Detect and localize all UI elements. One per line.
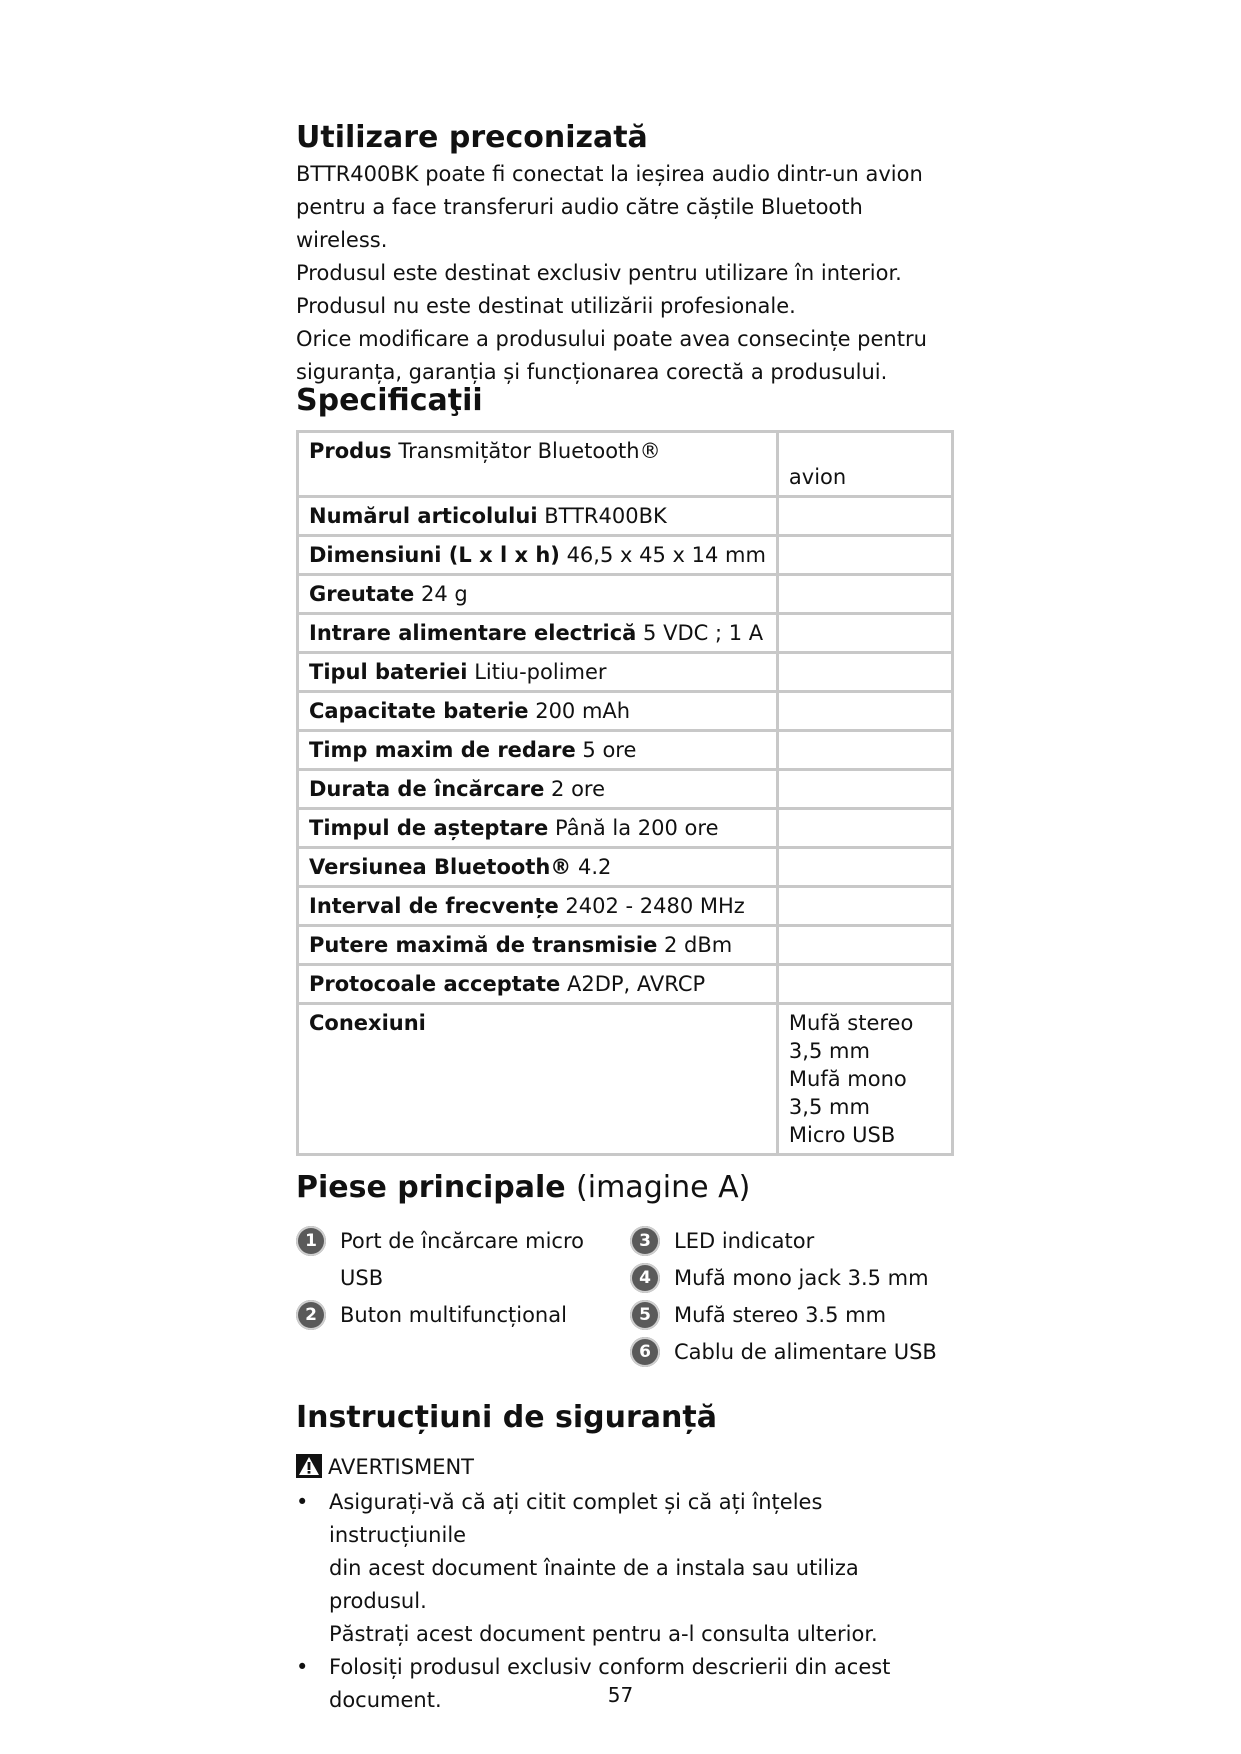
spec-value: A2DP, AVRCP — [566, 972, 706, 996]
spec-value: 2 ore — [551, 777, 606, 801]
warning-triangle-icon — [296, 1454, 322, 1478]
part-label — [340, 1223, 584, 1297]
intended-use-line: Produsul este destinat exclusiv pentru utilizare în interior. — [296, 261, 902, 285]
bullet-line: document. — [329, 1688, 442, 1712]
number-badge-icon: 1 — [296, 1226, 326, 1256]
part-label-line: USB — [340, 1266, 384, 1290]
spec-label: Greutate — [309, 582, 415, 606]
table-row — [298, 692, 953, 731]
main-parts-heading — [296, 1168, 750, 1208]
intended-use-section — [296, 118, 956, 389]
spec-label: Timp maxim de redare — [309, 738, 576, 762]
number-badge-icon: 4 — [630, 1263, 660, 1293]
part-label: Buton multifuncțional — [340, 1303, 567, 1327]
spec-value: 5 ore — [582, 738, 637, 762]
table-row — [298, 1004, 953, 1155]
spec-extra-cell — [777, 653, 952, 692]
spec-label: Produs — [309, 439, 392, 463]
number-badge-icon: 6 — [630, 1337, 660, 1367]
bullet-line: Folosiți produsul exclusiv conform descrierii din acest — [329, 1655, 891, 1679]
spec-extra-cell — [777, 809, 952, 848]
safety-heading: Instrucțiuni de siguranță — [296, 1400, 717, 1435]
table-row — [298, 432, 953, 497]
table-row — [298, 731, 953, 770]
intended-use-line: Produsul nu este destinat utilizării profesionale. — [296, 294, 796, 318]
table-row — [298, 965, 953, 1004]
spec-cell — [298, 926, 778, 965]
bullet-icon: • — [296, 1655, 309, 1679]
spec-value: 46,5 x 45 x 14 mm — [566, 543, 766, 567]
spec-value: 4.2 — [578, 855, 612, 879]
spec-label: Interval de frecvențe — [309, 894, 559, 918]
bullet-line: din acest document înainte de a instala sau utiliza produsul. — [329, 1556, 859, 1613]
spec-cell — [298, 432, 778, 497]
spec-value: Transmițător Bluetooth® — [398, 439, 661, 463]
spec-extra-cell — [777, 497, 952, 536]
intended-use-line: siguranța, garanția și funcționarea corectă a produsului. — [296, 360, 888, 384]
connections-values-cell — [777, 1004, 952, 1155]
spec-label: Protocoale acceptate — [309, 972, 561, 996]
page-number: 57 — [607, 1683, 634, 1707]
spec-value: BTTR400BK — [544, 504, 667, 528]
spec-extra-cell — [777, 614, 952, 653]
spec-extra-cell — [777, 848, 952, 887]
spec-cell — [298, 614, 778, 653]
part-label: Mufă stereo 3.5 mm — [674, 1303, 887, 1327]
part-label: LED indicator — [674, 1229, 815, 1253]
spec-label: Numărul articolului — [309, 504, 538, 528]
spec-extra-cell — [777, 692, 952, 731]
table-row — [298, 536, 953, 575]
spec-extra: avion — [788, 465, 847, 489]
table-row — [298, 614, 953, 653]
intended-use-line: pentru a face transferuri audio către căștile Bluetooth wireless. — [296, 195, 863, 252]
spec-cell — [298, 887, 778, 926]
spec-value: Litiu-polimer — [474, 660, 607, 684]
warning-line — [296, 1451, 474, 1484]
spec-value: Până la 200 ore — [554, 816, 719, 840]
specifications-table — [296, 430, 954, 1156]
intended-use-heading: Utilizare preconizată — [296, 120, 648, 155]
connection-value: Mufă stereo 3,5 mm — [788, 1011, 914, 1063]
spec-cell — [298, 497, 778, 536]
parts-list — [296, 1223, 956, 1383]
spec-label: Conexiuni — [309, 1011, 426, 1035]
part-label: Cablu de alimentare USB — [674, 1340, 937, 1364]
spec-extra-cell — [777, 770, 952, 809]
number-badge-icon: 5 — [630, 1300, 660, 1330]
spec-cell — [298, 575, 778, 614]
spec-cell — [298, 965, 778, 1004]
bullet-line: Asigurați-vă că ați citit complet și că ați înțeles instrucțiunile — [329, 1490, 823, 1547]
spec-cell — [298, 848, 778, 887]
spec-extra-cell — [777, 432, 952, 497]
spec-value: 2402 - 2480 MHz — [565, 894, 745, 918]
table-row — [298, 926, 953, 965]
number-badge-icon: 3 — [630, 1226, 660, 1256]
spec-extra-cell — [777, 536, 952, 575]
spec-cell — [298, 731, 778, 770]
spec-label: Intrare alimentare electrică — [309, 621, 637, 645]
spec-extra-cell — [777, 731, 952, 770]
table-row — [298, 887, 953, 926]
spec-cell — [298, 1004, 778, 1155]
spec-cell — [298, 653, 778, 692]
spec-label: Putere maximă de transmisie — [309, 933, 658, 957]
connection-value: Micro USB — [788, 1123, 896, 1147]
main-parts-title-suffix: (imagine A) — [576, 1170, 751, 1205]
list-item — [296, 1486, 956, 1651]
part-label: Mufă mono jack 3.5 mm — [674, 1266, 929, 1290]
table-row — [298, 575, 953, 614]
bullet-icon: • — [296, 1490, 309, 1514]
spec-label: Capacitate baterie — [309, 699, 529, 723]
table-row — [298, 653, 953, 692]
spec-extra-cell — [777, 926, 952, 965]
spec-value: 200 mAh — [535, 699, 631, 723]
spec-cell — [298, 692, 778, 731]
table-row — [298, 848, 953, 887]
spec-cell — [298, 536, 778, 575]
intended-use-line: BTTR400BK poate fi conectat la ieșirea audio dintr-un avion — [296, 162, 923, 186]
spec-cell — [298, 809, 778, 848]
spec-label: Tipul bateriei — [309, 660, 468, 684]
intended-use-line: Orice modificare a produsului poate avea consecințe pentru — [296, 327, 927, 351]
spec-label: Versiunea Bluetooth® — [309, 855, 572, 879]
spec-label: Dimensiuni (L x l x h) — [309, 543, 560, 567]
table-row — [298, 497, 953, 536]
spec-value: 5 VDC ; 1 A — [643, 621, 764, 645]
table-row — [298, 809, 953, 848]
spec-extra-cell — [777, 965, 952, 1004]
spec-cell — [298, 770, 778, 809]
spec-label: Durata de încărcare — [309, 777, 545, 801]
number-badge-icon: 2 — [296, 1300, 326, 1330]
spec-extra-cell — [777, 575, 952, 614]
specifications-heading: Specificaţii — [296, 383, 483, 418]
spec-value: 2 dBm — [664, 933, 733, 957]
main-parts-title: Piese principale — [296, 1170, 566, 1205]
spec-extra-cell — [777, 887, 952, 926]
table-row — [298, 770, 953, 809]
connection-value: Mufă mono 3,5 mm — [788, 1067, 907, 1119]
spec-value: 24 g — [420, 582, 468, 606]
spec-label: Timpul de așteptare — [309, 816, 549, 840]
bullet-line: Păstrați acest document pentru a-l consulta ulterior. — [329, 1622, 878, 1646]
part-label-line: Port de încărcare micro — [340, 1229, 585, 1253]
warning-label: AVERTISMENT — [328, 1455, 474, 1479]
